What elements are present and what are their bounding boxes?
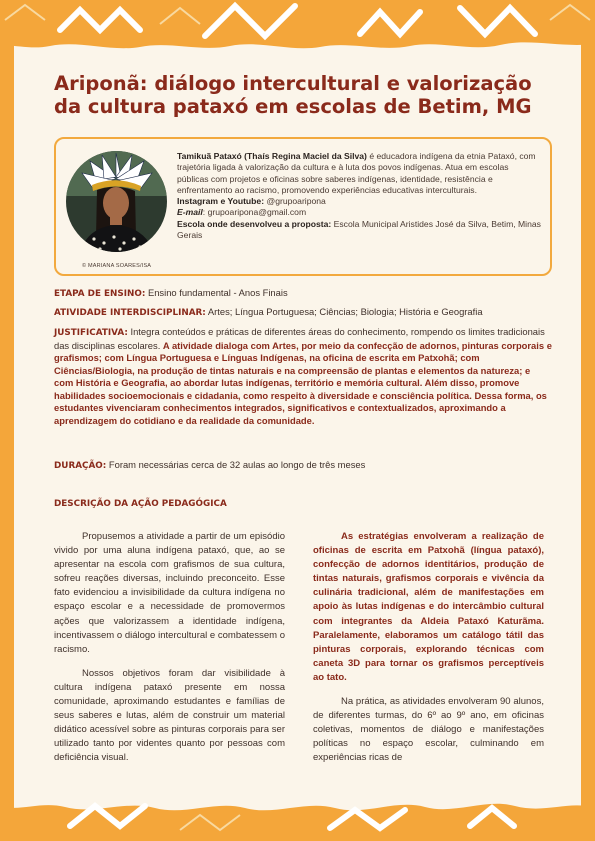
- right-column: [313, 530, 544, 776]
- justificativa-intro: Integra conteúdos e práticas de diferentes áreas do conhecimento, rompendo os limites tradicionais das disciplinas escolares.: [54, 326, 545, 351]
- section-title: DESCRIÇÃO DA AÇÃO PEDAGÓGICA: [54, 499, 227, 509]
- paragraph: Na prática, as atividades envolveram 90 alunos, de diferentes turmas, do 6º ao 9º ano, em oficinas coletivas, momentos de diálogo e manifestações políticas no espaço escolar, culminando em experiências ricas de: [313, 696, 544, 764]
- author-description: é educadora indígena da etnia Pataxó, com trajetória ligada à valorização da cultura e à luta dos povos indígenas. Atua em escolas públicas com projetos e oficinas sobre saberes indígenas, identidade, resistência e enfrentamento ao racismo, promovendo experiências educativas interculturais.: [177, 151, 536, 195]
- photo-credit: © MARIANA SOARES/ISA: [82, 263, 152, 269]
- portrait-image: [66, 151, 167, 252]
- atividade-line: [54, 306, 483, 320]
- author-bio: [177, 151, 542, 241]
- etapa-label: ETAPA DE ENSINO:: [54, 289, 146, 299]
- justificativa-bold: A atividade dialoga com Artes, por meio da confecção de adornos, pinturas corporais e grafismos; com Língua Portuguesa e Línguas Indígenas, na oficina de escrita em Patxohã; com Ciências/Biologia, na produção de tintas naturais e na compreensão de plantas e elementos da natureza; e com História e Geografia, ao abordar lutas indígenas, território e memória cultural. Além disso, promove habilidades socioemocionais e cidadania, como respeito à diversidade e consciência política. Dessa forma, os estudantes vivenciaram conhecimentos integrados, significativos e contextualizados, aproximando a aprendizagem do cotidiano e da realidade da comunidade.: [54, 339, 552, 426]
- school-label: Escola onde desenvolveu a proposta:: [177, 218, 332, 229]
- social-handle: @grupoaripona: [264, 196, 326, 207]
- article-title: Ariponã: diálogo intercultural e valorização da cultura pataxó em escolas de Betim, MG: [54, 72, 532, 118]
- email-value: : grupoaripona@gmail.com: [202, 207, 307, 218]
- paragraph: Nossos objetivos foram dar visibilidade à cultura indígena pataxó presente em nossa comunidade, aproximando estudantes e famílias de seus saberes e lutas, além de construir um material didático acessível sobre as pinturas corporais para ser utilizado tanto por videntes quanto por pessoas com deficiência visual.: [54, 667, 285, 764]
- author-photo: [66, 151, 167, 252]
- duracao-label: DURAÇÃO:: [54, 461, 107, 471]
- left-column: [54, 530, 285, 776]
- justificativa-label: JUSTIFICATIVA:: [54, 328, 128, 338]
- paragraph: Propusemos a atividade a partir de um episódio vivido por uma aluna indígena pataxó, que, ao se apresentar na escola com grafismos de sua cultura, sofreu reações diversas, incluindo preconceito. Esse fato evidenciou a invisibilidade da cultura indígena no espaço escolar e a necessidade de promovermos ações que valorizassem a identidade indígena, incentivassem o diálogo intercultural e combatessem o racismo.: [54, 531, 285, 655]
- justificativa-paragraph: [54, 326, 552, 427]
- atividade-value: Artes; Língua Portuguesa; Ciências; Biologia; História e Geografia: [205, 306, 483, 317]
- email-label: E-mail: [177, 207, 203, 218]
- social-label: Instagram e Youtube:: [177, 196, 265, 207]
- paragraph-highlight: As estratégias envolveram a realização de oficinas de escrita em Patxohã (língua pataxó), confecção de adornos identitários, produção de tintas naturais, grafismos corporais e vivência da culinária tradicional, além de manifestações em apoio às lutas indígenas e do intercâmbio cultural com integrantes da Aldeia Pataxó Katurãma. Paralelamente, elaboramos um catálogo tátil das pinturas corporais, explorando técnicas com caneta 3D para tornar os grafismos perceptíveis ao tato.: [313, 531, 544, 683]
- duracao-value: Foram necessárias cerca de 32 aulas ao longo de três meses: [106, 459, 366, 470]
- etapa-value: Ensino fundamental - Anos Finais: [145, 287, 288, 298]
- school-value: Escola Municipal Aristides José da Silva, Betim, Minas Gerais: [177, 218, 541, 241]
- atividade-label: ATIVIDADE INTERDISCIPLINAR:: [54, 308, 206, 318]
- duracao-line: [54, 459, 365, 473]
- etapa-line: [54, 287, 288, 301]
- author-name: Tamikuã Pataxó (Thaís Regina Maciel da Silva): [177, 151, 367, 161]
- author-bio-box: [54, 137, 552, 276]
